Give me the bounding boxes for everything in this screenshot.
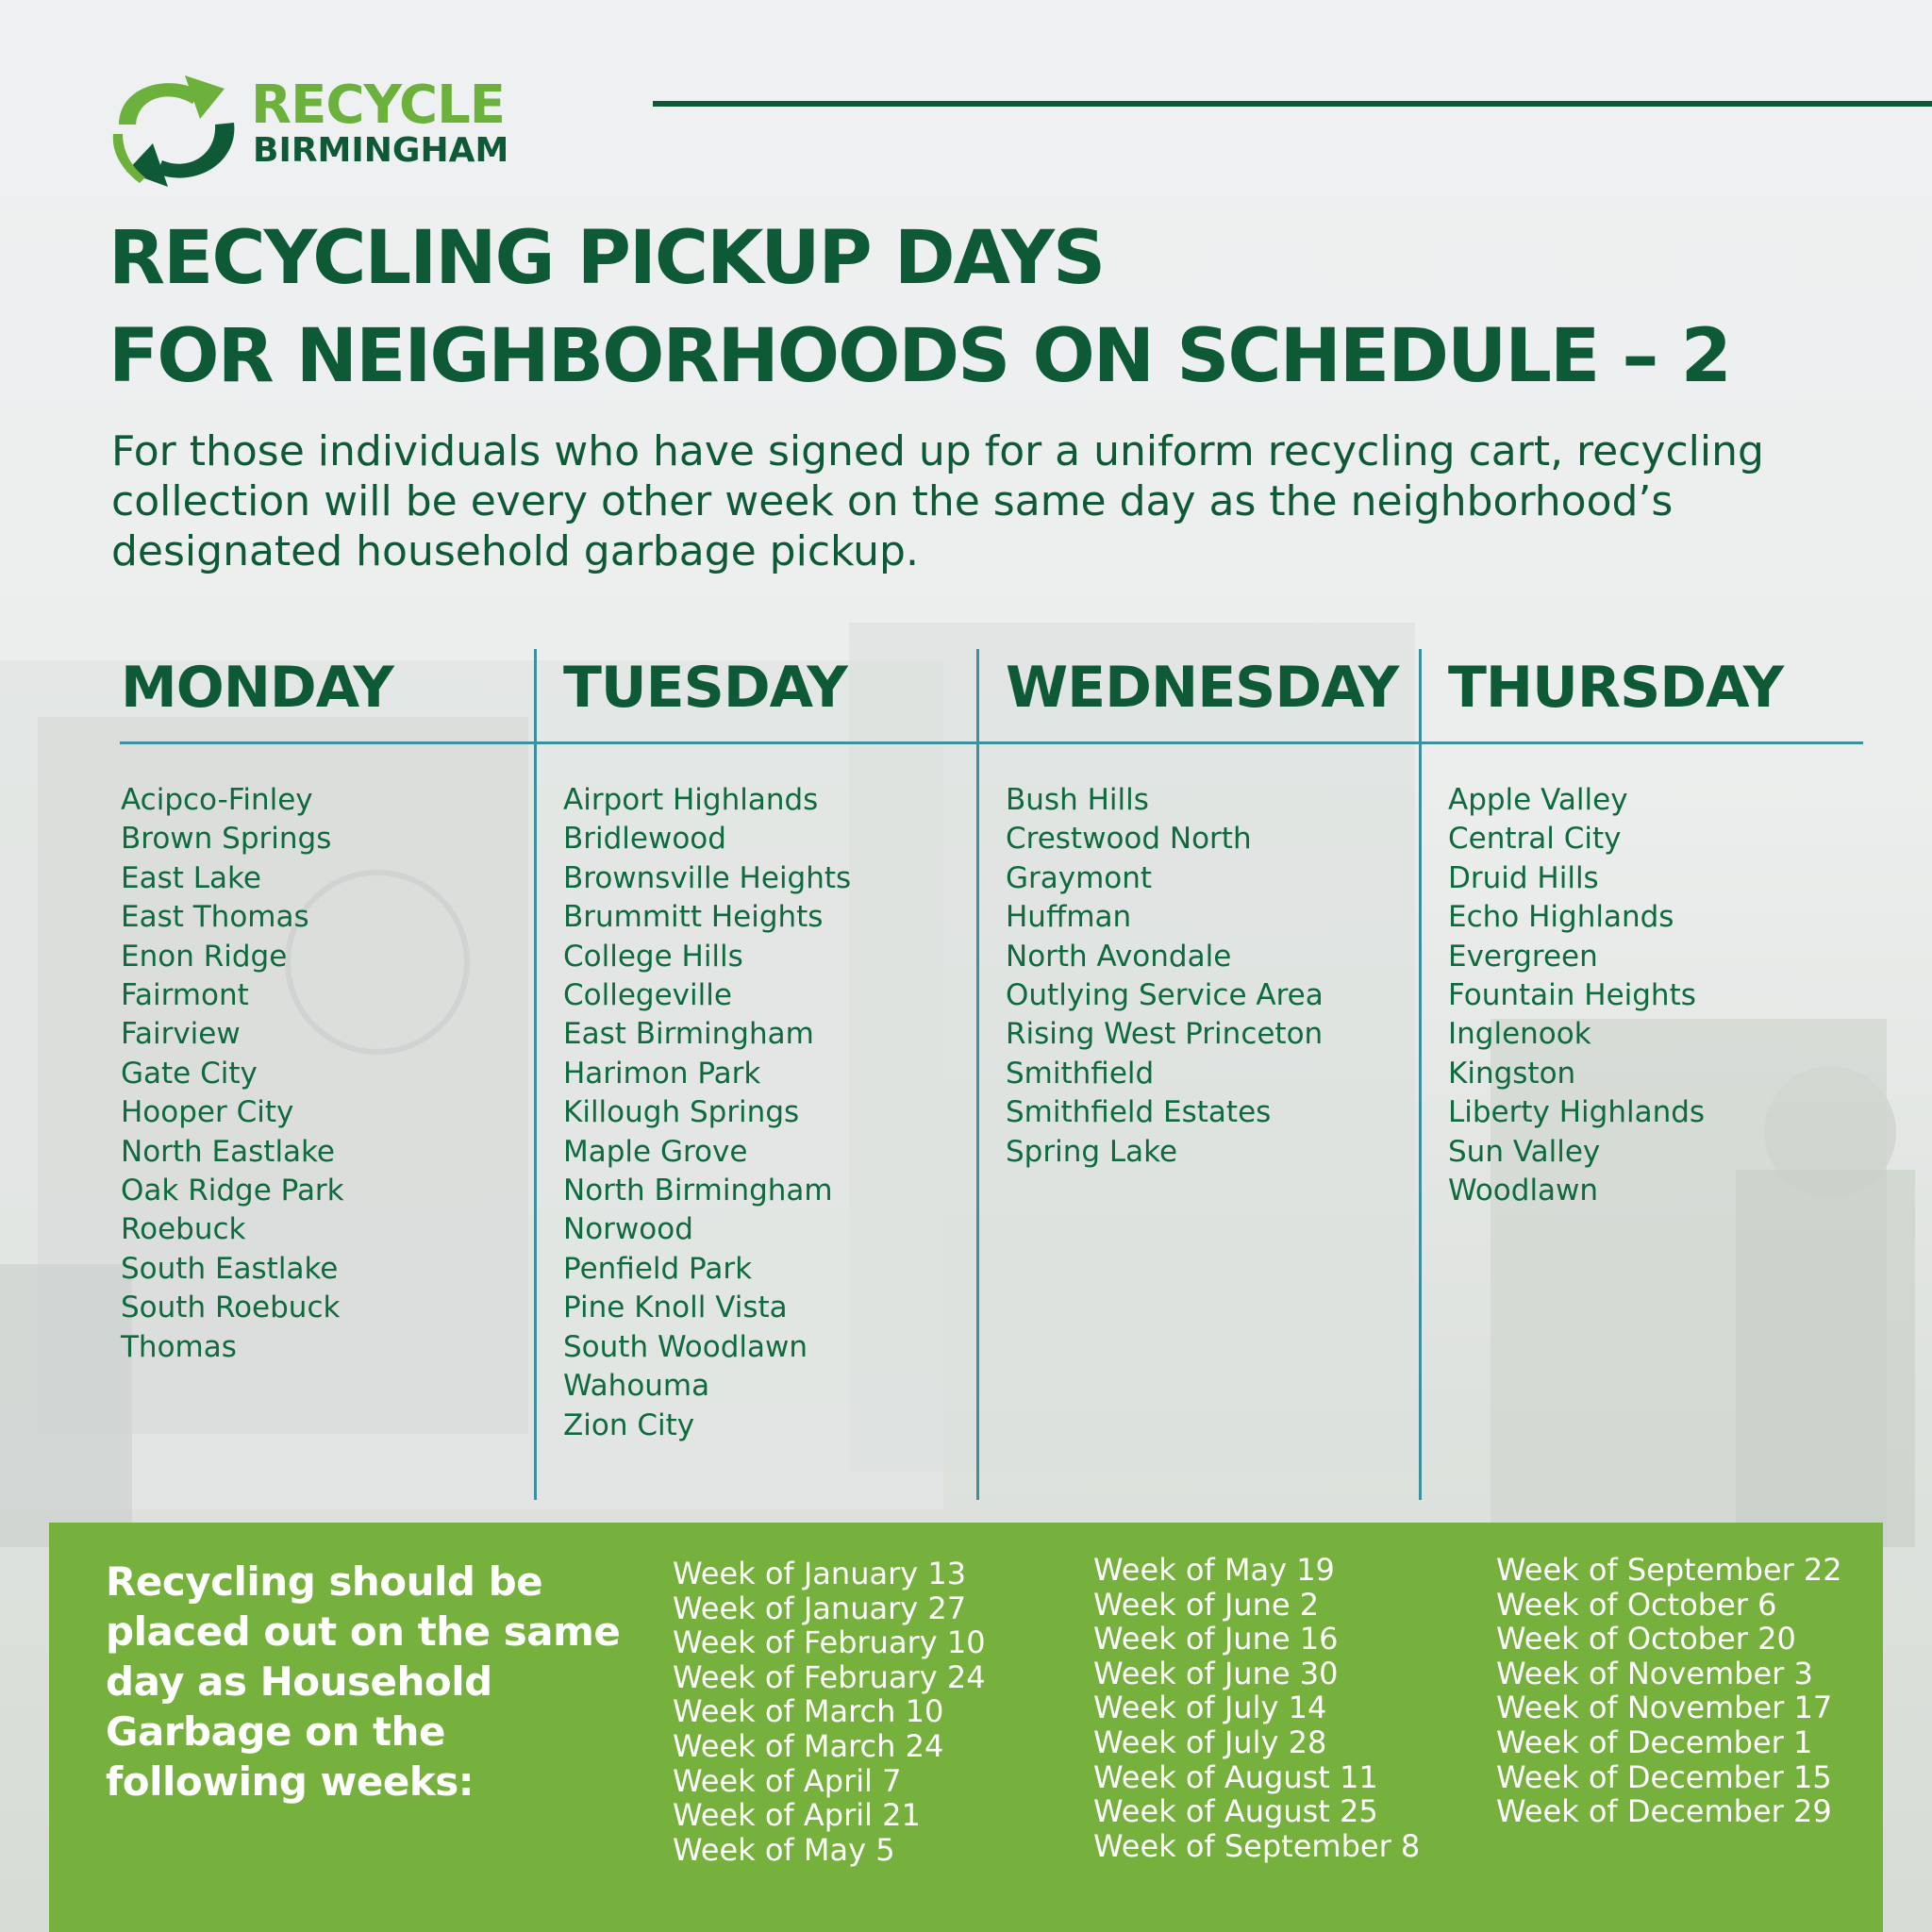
column-divider xyxy=(1419,649,1422,1500)
week-item: Week of July 14 xyxy=(1093,1690,1327,1726)
neighborhood-item: Brownsville Heights xyxy=(563,860,852,895)
neighborhood-item: Harimon Park xyxy=(563,1056,761,1091)
week-item: Week of May 19 xyxy=(1093,1552,1335,1588)
week-item: Week of March 10 xyxy=(673,1693,944,1730)
neighborhood-item: College Hills xyxy=(563,939,743,974)
neighborhood-item: Gate City xyxy=(121,1056,258,1091)
neighborhood-item: Roebuck xyxy=(121,1212,246,1247)
neighborhood-item: Norwood xyxy=(563,1212,693,1247)
neighborhood-item: Collegeville xyxy=(563,978,732,1013)
logo-word-recycle: RECYCLE xyxy=(251,75,506,136)
week-item: Week of December 15 xyxy=(1496,1758,1832,1795)
week-item: Week of December 29 xyxy=(1496,1793,1832,1830)
neighborhood-item: Maple Grove xyxy=(563,1134,748,1169)
week-item: Week of January 27 xyxy=(673,1590,967,1626)
neighborhood-item: Brown Springs xyxy=(121,822,332,857)
neighborhood-item: Spring Lake xyxy=(1006,1134,1178,1169)
neighborhood-item: Outlying Service Area xyxy=(1006,978,1324,1013)
neighborhood-item: Brummitt Heights xyxy=(563,900,824,935)
monday-column xyxy=(121,651,536,1364)
neighborhood-item: Smithfield Estates xyxy=(1006,1095,1272,1130)
week-list-2 xyxy=(1093,1553,1420,1863)
neighborhood-list-thursday xyxy=(1448,781,1705,1210)
neighborhood-item: Graymont xyxy=(1006,860,1153,895)
week-item: Week of April 21 xyxy=(673,1797,921,1834)
neighborhood-item: Apple Valley xyxy=(1448,783,1628,817)
week-item: Week of June 2 xyxy=(1093,1586,1320,1623)
day-heading-wednesday: WEDNESDAY xyxy=(1006,655,1399,721)
neighborhood-item: East Thomas xyxy=(121,900,309,935)
week-item: Week of December 1 xyxy=(1496,1724,1813,1760)
neighborhood-item: Bridlewood xyxy=(563,822,726,857)
week-list-3 xyxy=(1496,1553,1842,1829)
week-item: Week of August 25 xyxy=(1093,1793,1378,1830)
day-heading-tuesday: TUESDAY xyxy=(563,655,847,721)
week-item: Week of February 24 xyxy=(673,1658,986,1695)
neighborhood-item: Zion City xyxy=(563,1407,695,1442)
week-item: Week of August 11 xyxy=(1093,1758,1378,1795)
neighborhood-item: Thomas xyxy=(121,1329,237,1364)
neighborhood-item: Kingston xyxy=(1448,1056,1576,1091)
neighborhood-item: South Roebuck xyxy=(121,1291,341,1325)
thursday-column xyxy=(1448,651,1863,1208)
day-heading-monday: MONDAY xyxy=(121,655,393,721)
title-line-1: RECYCLING PICKUP DAYS xyxy=(108,216,1105,301)
neighborhood-item: South Woodlawn xyxy=(563,1329,808,1364)
week-item: Week of November 3 xyxy=(1496,1655,1813,1691)
week-list-1 xyxy=(673,1557,986,1867)
neighborhood-item: Acipco-Finley xyxy=(121,783,313,817)
neighborhood-item: Echo Highlands xyxy=(1448,900,1674,935)
neighborhood-item: Bush Hills xyxy=(1006,783,1149,817)
neighborhood-item: Crestwood North xyxy=(1006,822,1252,857)
neighborhood-item: Liberty Highlands xyxy=(1448,1095,1706,1130)
column-divider xyxy=(976,649,979,1500)
week-item: Week of July 28 xyxy=(1093,1724,1327,1760)
intro-paragraph: For those individuals who have signed up for a uniform recycling cart, recycling collection will be every other week on the same day as the neighborhood’s designated household garbage pickup. xyxy=(111,427,1764,575)
neighborhood-item: Smithfield xyxy=(1006,1056,1155,1091)
neighborhood-item: Airport Highlands xyxy=(563,783,819,817)
neighborhood-item: Huffman xyxy=(1006,900,1132,935)
neighborhood-item: East Birmingham xyxy=(563,1017,814,1052)
tuesday-column xyxy=(563,651,978,1442)
neighborhood-item: South Eastlake xyxy=(121,1251,339,1286)
week-item: Week of June 30 xyxy=(1093,1655,1339,1691)
week-item: Week of September 8 xyxy=(1093,1827,1421,1864)
week-item: Week of October 6 xyxy=(1496,1586,1777,1623)
neighborhood-item: Sun Valley xyxy=(1448,1134,1601,1169)
neighborhood-list-tuesday xyxy=(563,781,851,1445)
page-title xyxy=(108,209,1730,406)
week-item: Week of September 22 xyxy=(1496,1552,1842,1588)
neighborhood-item: Oak Ridge Park xyxy=(121,1174,344,1208)
title-line-2: FOR NEIGHBORHOODS ON SCHEDULE – 2 xyxy=(108,314,1730,399)
neighborhood-item: Fairmont xyxy=(121,978,249,1013)
week-item: Week of June 16 xyxy=(1093,1621,1339,1657)
neighborhood-item: Hooper City xyxy=(121,1095,294,1130)
recycle-arrows-icon xyxy=(102,68,243,191)
neighborhood-item: Rising West Princeton xyxy=(1006,1017,1324,1052)
neighborhood-item: Druid Hills xyxy=(1448,860,1599,895)
week-item: Week of November 17 xyxy=(1496,1690,1833,1726)
wednesday-column xyxy=(1006,651,1421,1169)
neighborhood-item: Inglenook xyxy=(1448,1017,1591,1052)
neighborhood-item: Central City xyxy=(1448,822,1622,857)
week-item: Week of March 24 xyxy=(673,1727,944,1764)
header-divider xyxy=(653,101,1932,107)
neighborhood-item: North Avondale xyxy=(1006,939,1232,974)
day-heading-thursday: THURSDAY xyxy=(1448,655,1784,721)
column-divider xyxy=(534,649,537,1500)
neighborhood-item: North Birmingham xyxy=(563,1174,833,1208)
schedule-header-divider xyxy=(120,741,1863,744)
neighborhood-item: Fairview xyxy=(121,1017,241,1052)
week-item: Week of May 5 xyxy=(673,1831,895,1868)
neighborhood-item: Enon Ridge xyxy=(121,939,288,974)
neighborhood-item: East Lake xyxy=(121,860,261,895)
neighborhood-item: Evergreen xyxy=(1448,939,1598,974)
neighborhood-item: Wahouma xyxy=(563,1369,710,1404)
week-item: Week of February 10 xyxy=(673,1624,986,1661)
recycle-birmingham-logo xyxy=(102,68,517,191)
neighborhood-item: Fountain Heights xyxy=(1448,978,1696,1013)
neighborhood-item: Penfield Park xyxy=(563,1251,753,1286)
logo-word-birmingham: BIRMINGHAM xyxy=(253,131,509,170)
neighborhood-list-wednesday xyxy=(1006,781,1324,1172)
neighborhood-item: Killough Springs xyxy=(563,1095,800,1130)
neighborhood-item: North Eastlake xyxy=(121,1134,335,1169)
week-item: Week of January 13 xyxy=(673,1556,967,1591)
neighborhood-item: Woodlawn xyxy=(1448,1174,1599,1208)
week-item: Week of October 20 xyxy=(1496,1621,1796,1657)
week-item: Week of April 7 xyxy=(673,1762,902,1799)
band-heading: Recycling should be placed out on the same day as Household Garbage on the following weeks: xyxy=(106,1558,621,1805)
neighborhood-list-monday xyxy=(121,781,344,1367)
neighborhood-item: Pine Knoll Vista xyxy=(563,1291,788,1325)
